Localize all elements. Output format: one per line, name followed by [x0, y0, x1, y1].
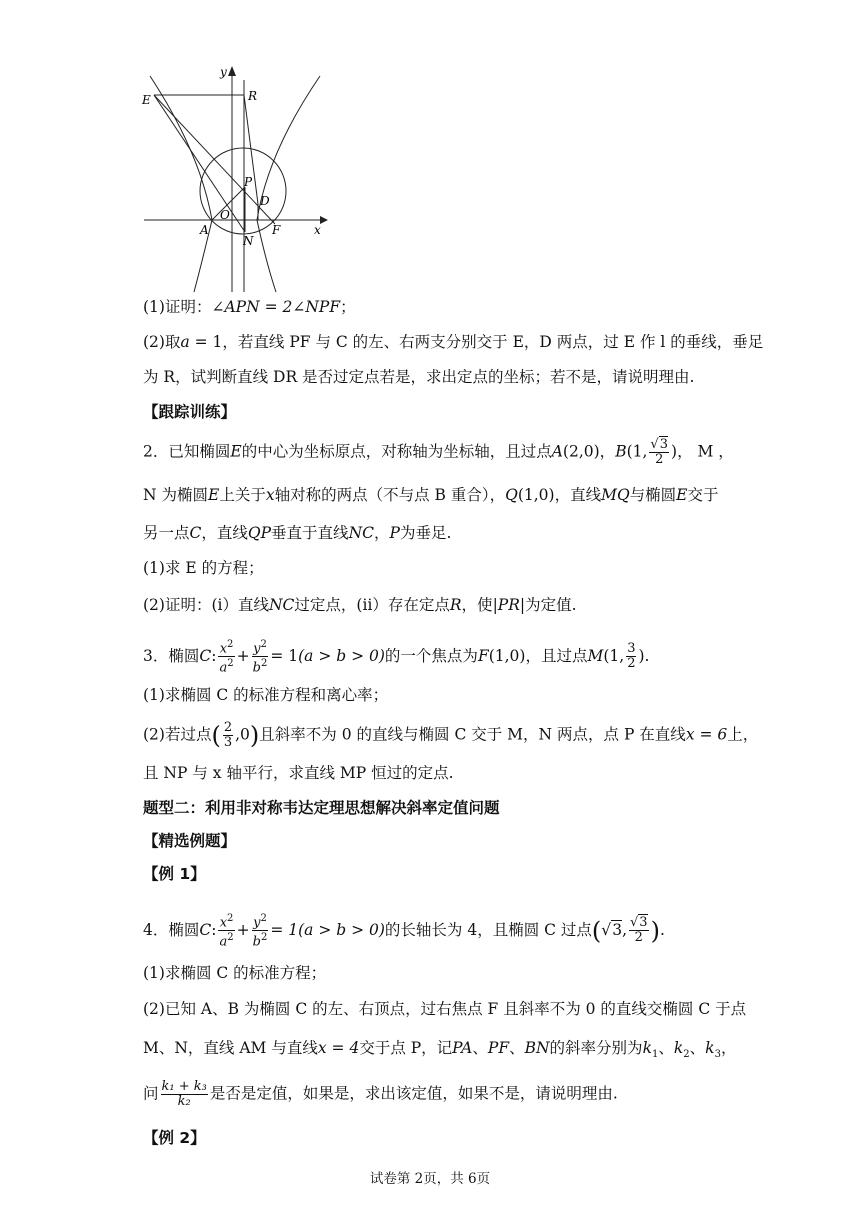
- circle: [200, 148, 286, 234]
- label-N: N: [243, 234, 254, 248]
- selected-header: 【精选例题】: [143, 832, 237, 850]
- tracking-header: 【跟踪训练】: [143, 403, 237, 421]
- label-y: y: [220, 65, 227, 79]
- example1-label: 【例 1】: [143, 865, 206, 883]
- label-A: A: [200, 223, 209, 237]
- label-R: R: [248, 89, 258, 103]
- q3-part2-line1: (2)若过点( $\frac{2}{3}$ ,0)且斜率不为 0 的直线与椭圆 C 交于 M，N 两点，点 P 在直线x = 6上，: [143, 720, 759, 750]
- q2-line2: N 为椭圆E上关于x轴对称的两点（不与点 B 重合），Q(1,0)，直线MQ与椭圆E交于: [143, 486, 719, 504]
- hyperbola-right-branch: [257, 76, 320, 292]
- line-EN: [154, 95, 245, 232]
- example2-label: 【例 2】: [143, 1129, 206, 1147]
- q4-part1: (1)求椭圆 C 的标准方程；: [143, 964, 327, 982]
- q4-part2-line1: (2)已知 A、B 为椭圆 C 的左、右顶点，过右焦点 F 且斜率不为 0 的直线交椭圆 C 于点: [143, 1000, 747, 1018]
- x-axis-arrow: [320, 216, 328, 224]
- q2-line1: 2．已知椭圆E的中心为坐标原点，对称轴为坐标轴，且过点A(2,0)，B(1, $\frac{√3}{2}$ )， M ，: [143, 437, 734, 467]
- section2-title: 题型二：利用非对称韦达定理思想解决斜率定值问题: [143, 799, 500, 817]
- hyperbola-figure: [140, 62, 340, 302]
- label-D: D: [260, 194, 270, 208]
- line-EF: [154, 95, 275, 224]
- label-P: P: [244, 175, 253, 189]
- label-F: F: [272, 223, 281, 237]
- hyperbola-left-branch: [150, 76, 212, 292]
- label-E: E: [142, 93, 151, 107]
- q2-line3: 另一点C，直线QP垂直于直线NC，P为垂足.: [143, 524, 452, 542]
- y-axis-arrow: [228, 66, 236, 76]
- q3-part1: (1)求椭圆 C 的标准方程和离心率；: [143, 686, 389, 704]
- q1-part2-line1: (2)取a = 1，若直线 PF 与 C 的左、右两支分别交于 E，D 两点，过 E 作 l 的垂线，垂足: [143, 333, 764, 351]
- q1-part1: (1)证明：∠APN = 2∠NPF；: [143, 298, 356, 316]
- q3-part2-line2: 且 NP 与 x 轴平行，求直线 MP 恒过的定点.: [143, 764, 454, 782]
- page-footer: 试卷第 2页，共 6页: [369, 1171, 491, 1187]
- label-x: x: [314, 223, 321, 237]
- q1-part2-line2: 为 R，试判断直线 DR 是否过定点若是，求出定点的坐标；若不是，请说明理由.: [143, 368, 695, 386]
- label-O: O: [220, 208, 230, 222]
- q2-part2: (2)证明：(ⅰ）直线NC过定点，(ⅱ）存在定点R，使|PR|为定值.: [143, 596, 577, 614]
- q4-part2-line3: 问 $\frac{\text{k₁ + k₃}}{\text{k₂}}$ 是否是定值，如果是，求出该定值，如果不是，请说明理由.: [143, 1079, 618, 1109]
- q4-part2-line2: M、N，直线 AM 与直线x = 4交于点 P，记PA、PF、BN的斜率分别为$k_1$、$k_2$、$k_3$，: [143, 1039, 737, 1061]
- q4-line1: 4．椭圆C: $\frac{x^2}{a^2}$ + $\frac{y^2}{b^2}$ = 1(a > b > 0)的长轴长为 4，且椭圆 C 过点(√3, $\frac{√3}{2}$ ).: [143, 913, 665, 950]
- q2-part1: (1)求 E 的方程；: [143, 559, 264, 577]
- q3-line1: 3．椭圆C: $\frac{x^2}{a^2}$ + $\frac{y^2}{b^2}$ = 1(a > b > 0)的一个焦点为F(1,0)，且过点M(1, $\frac{3}{2}$ ).: [143, 639, 650, 676]
